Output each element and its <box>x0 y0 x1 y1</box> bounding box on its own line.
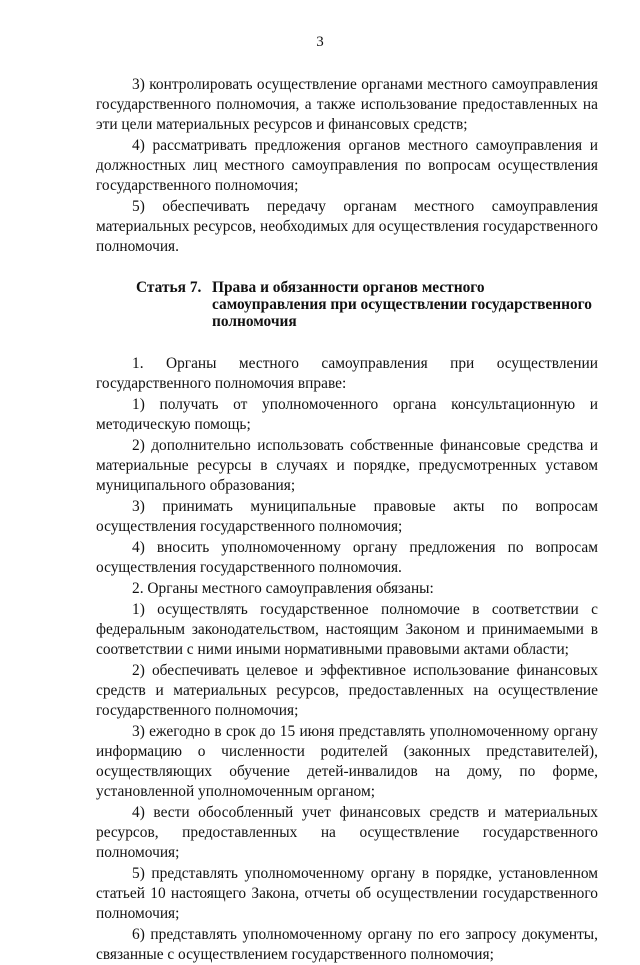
paragraph: 3) контролировать осуществление органами местного самоуправления государственного полномочия, а также использование предоставленных на эти цели материальных ресурсов и финансовых средств; <box>96 76 598 133</box>
paragraph: 4) вести обособленный учет финансовых средств и материальных ресурсов, предоставленных на осуществление государственного полномочия; <box>96 804 598 861</box>
article-number: Статья 7. <box>136 279 202 296</box>
document-body <box>96 75 598 965</box>
paragraph: 4) вносить уполномоченному органу предложения по вопросам осуществления государственного полномочия. <box>96 539 598 576</box>
paragraph: 2) обеспечивать целевое и эффективное использование финансовых средств и материальных ресурсов, предоставленных на осуществление государственного полномочия; <box>96 662 598 719</box>
article-title: Права и обязанности органов местного самоуправления при осуществлении государственного полномочия <box>212 279 592 330</box>
paragraph: 1. Органы местного самоуправления при осуществлении государственного полномочия вправе: <box>96 355 598 392</box>
paragraph: 3) ежегодно в срок до 15 июня представлять уполномоченному органу информацию о численности родителей (законных представителей), осуществляющих обучение детей-инвалидов на дому, по форме, установленной уполномоченным органом; <box>96 723 598 800</box>
paragraph: 1) получать от уполномоченного органа консультационную и методическую помощь; <box>96 396 598 433</box>
page-number: 3 <box>316 34 324 50</box>
spacer <box>96 257 598 279</box>
paragraph: 1) осуществлять государственное полномочие в соответствии с федеральным законодательством, настоящим Законом и принимаемыми в соответствии с ними иными нормативными правовыми актами области; <box>96 601 598 658</box>
paragraph: 5) обеспечивать передачу органам местного самоуправления материальных ресурсов, необходимых для осуществления государственного полномочия. <box>96 198 598 255</box>
paragraph: 3) принимать муниципальные правовые акты по вопросам осуществления государственного полномочия; <box>96 498 598 535</box>
paragraph: 5) представлять уполномоченному органу в порядке, установленном статьей 10 настоящего Закона, отчеты об осуществлении государственного полномочия; <box>96 865 598 922</box>
paragraph: 2) дополнительно использовать собственные финансовые средства и материальные ресурсы в случаях и порядке, предусмотренных уставом муниципального образования; <box>96 437 598 494</box>
paragraph: 4) рассматривать предложения органов местного самоуправления и должностных лиц местного самоуправления по вопросам осуществления государственного полномочия; <box>96 137 598 194</box>
article-heading <box>136 279 598 330</box>
paragraph: 2. Органы местного самоуправления обязаны: <box>132 580 434 597</box>
paragraph: 6) представлять уполномоченному органу по его запросу документы, связанные с осуществлением государственного полномочия; <box>96 926 598 963</box>
